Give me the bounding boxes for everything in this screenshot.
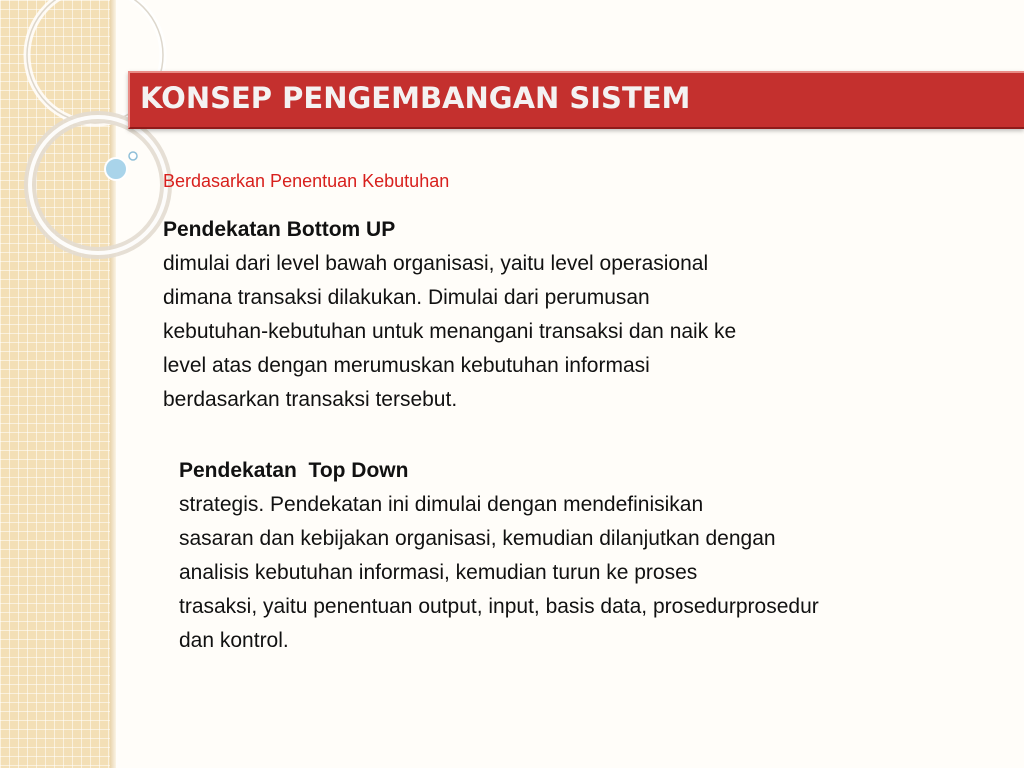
top-down-line: sasaran dan kebijakan organisasi, kemudian dilanjutkan dengan (179, 527, 776, 550)
bottom-up-line: dimulai dari level bawah organisasi, yaitu level operasional (163, 252, 709, 275)
top-down-heading: Pendekatan Top Down (179, 459, 409, 482)
bottom-up-line: kebutuhan-kebutuhan untuk menangani transaksi dan naik ke (163, 320, 737, 343)
top-down-line: analisis kebutuhan informasi, kemudian turun ke proses (179, 561, 698, 584)
decorative-bubble-large (105, 158, 127, 180)
top-down-section (179, 454, 999, 658)
bottom-up-section (163, 213, 983, 417)
top-down-line: dan kontrol. (179, 629, 289, 652)
bottom-up-heading: Pendekatan Bottom UP (163, 218, 396, 241)
bottom-up-line: level atas dengan merumuskan kebutuhan informasi (163, 354, 650, 377)
title-bar (128, 71, 1024, 129)
slide-title: KONSEP PENGEMBANGAN SISTEM (140, 81, 691, 115)
bottom-up-line: berdasarkan transaksi tersebut. (163, 388, 458, 411)
decorative-bubble-small (129, 152, 137, 160)
top-down-line: trasaksi, yaitu penentuan output, input, basis data, prosedurprosedur (179, 595, 819, 618)
slide-subheading: Berdasarkan Penentuan Kebutuhan (163, 171, 450, 191)
bottom-up-line: dimana transaksi dilakukan. Dimulai dari perumusan (163, 286, 650, 309)
decorative-ring-medium-highlight (30, 117, 166, 253)
top-down-line: strategis. Pendekatan ini dimulai dengan mendefinisikan (179, 493, 704, 516)
